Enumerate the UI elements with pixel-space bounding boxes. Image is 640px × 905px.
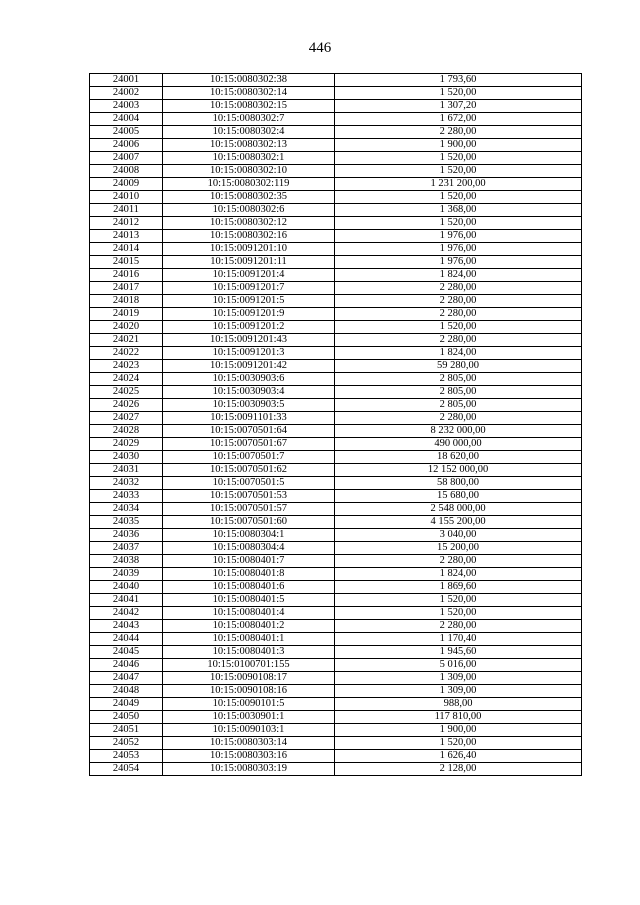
cadastral-number-cell: 10:15:0080302:14 <box>163 87 335 100</box>
table-row <box>90 503 582 516</box>
row-number-cell: 24003 <box>90 100 163 113</box>
cadastral-number-cell: 10:15:0091201:10 <box>163 243 335 256</box>
table-row <box>90 516 582 529</box>
value-cell: 1 368,00 <box>335 204 582 217</box>
table-row <box>90 321 582 334</box>
value-cell: 1 824,00 <box>335 269 582 282</box>
table-row <box>90 620 582 633</box>
cadastral-number-cell: 10:15:0080401:7 <box>163 555 335 568</box>
table-row <box>90 243 582 256</box>
value-cell: 490 000,00 <box>335 438 582 451</box>
value-cell: 1 309,00 <box>335 685 582 698</box>
table-row <box>90 282 582 295</box>
cadastral-number-cell: 10:15:0030901:1 <box>163 711 335 724</box>
row-number-cell: 24052 <box>90 737 163 750</box>
table-row <box>90 529 582 542</box>
row-number-cell: 24030 <box>90 451 163 464</box>
row-number-cell: 24013 <box>90 230 163 243</box>
cadastral-number-cell: 10:15:0090108:17 <box>163 672 335 685</box>
cadastral-number-cell: 10:15:0080303:14 <box>163 737 335 750</box>
cadastral-number-cell: 10:15:0070501:62 <box>163 464 335 477</box>
value-cell: 58 800,00 <box>335 477 582 490</box>
row-number-cell: 24038 <box>90 555 163 568</box>
row-number-cell: 24018 <box>90 295 163 308</box>
cadastral-number-cell: 10:15:0070501:60 <box>163 516 335 529</box>
table-row <box>90 698 582 711</box>
table-row <box>90 360 582 373</box>
row-number-cell: 24040 <box>90 581 163 594</box>
table-row <box>90 542 582 555</box>
table-row <box>90 685 582 698</box>
row-number-cell: 24011 <box>90 204 163 217</box>
table-row <box>90 425 582 438</box>
cadastral-number-cell: 10:15:0091201:3 <box>163 347 335 360</box>
row-number-cell: 24039 <box>90 568 163 581</box>
row-number-cell: 24049 <box>90 698 163 711</box>
cadastral-number-cell: 10:15:0030903:4 <box>163 386 335 399</box>
row-number-cell: 24025 <box>90 386 163 399</box>
table-row <box>90 646 582 659</box>
value-cell: 1 520,00 <box>335 191 582 204</box>
value-cell: 988,00 <box>335 698 582 711</box>
value-cell: 1 900,00 <box>335 724 582 737</box>
table-row <box>90 308 582 321</box>
cadastral-number-cell: 10:15:0080401:4 <box>163 607 335 620</box>
row-number-cell: 24015 <box>90 256 163 269</box>
table-row <box>90 230 582 243</box>
value-cell: 1 520,00 <box>335 152 582 165</box>
cadastral-number-cell: 10:15:0080302:10 <box>163 165 335 178</box>
value-cell: 1 520,00 <box>335 594 582 607</box>
table-row <box>90 100 582 113</box>
row-number-cell: 24026 <box>90 399 163 412</box>
cadastral-number-cell: 10:15:0080302:6 <box>163 204 335 217</box>
cadastral-number-cell: 10:15:0091101:33 <box>163 412 335 425</box>
cadastral-number-cell: 10:15:0070501:53 <box>163 490 335 503</box>
cadastral-number-cell: 10:15:0030903:6 <box>163 373 335 386</box>
row-number-cell: 24051 <box>90 724 163 737</box>
row-number-cell: 24012 <box>90 217 163 230</box>
table-row <box>90 633 582 646</box>
table-row <box>90 451 582 464</box>
row-number-cell: 24045 <box>90 646 163 659</box>
value-cell: 2 128,00 <box>335 763 582 776</box>
cadastral-number-cell: 10:15:0091201:43 <box>163 334 335 347</box>
cadastral-number-cell: 10:15:0080302:7 <box>163 113 335 126</box>
table-row <box>90 607 582 620</box>
table-row <box>90 724 582 737</box>
value-cell: 2 805,00 <box>335 399 582 412</box>
table-row <box>90 191 582 204</box>
cadastral-number-cell: 10:15:0091201:7 <box>163 282 335 295</box>
value-cell: 8 232 000,00 <box>335 425 582 438</box>
value-cell: 1 520,00 <box>335 217 582 230</box>
cadastral-number-cell: 10:15:0080302:15 <box>163 100 335 113</box>
row-number-cell: 24020 <box>90 321 163 334</box>
cadastral-number-cell: 10:15:0070501:7 <box>163 451 335 464</box>
row-number-cell: 24036 <box>90 529 163 542</box>
table-row <box>90 490 582 503</box>
value-cell: 1 170,40 <box>335 633 582 646</box>
row-number-cell: 24006 <box>90 139 163 152</box>
cadastral-number-cell: 10:15:0091201:9 <box>163 308 335 321</box>
value-cell: 1 520,00 <box>335 87 582 100</box>
table-row <box>90 165 582 178</box>
row-number-cell: 24002 <box>90 87 163 100</box>
row-number-cell: 24028 <box>90 425 163 438</box>
cadastral-number-cell: 10:15:0080302:1 <box>163 152 335 165</box>
value-cell: 15 680,00 <box>335 490 582 503</box>
table-row <box>90 204 582 217</box>
table-row <box>90 386 582 399</box>
cadastral-number-cell: 10:15:0080401:3 <box>163 646 335 659</box>
table-row <box>90 139 582 152</box>
value-cell: 1 520,00 <box>335 321 582 334</box>
cadastral-number-cell: 10:15:0080302:38 <box>163 74 335 87</box>
row-number-cell: 24017 <box>90 282 163 295</box>
table-row <box>90 555 582 568</box>
value-cell: 15 200,00 <box>335 542 582 555</box>
value-cell: 1 976,00 <box>335 256 582 269</box>
value-cell: 1 520,00 <box>335 737 582 750</box>
cadastral-number-cell: 10:15:0080302:12 <box>163 217 335 230</box>
cadastral-number-cell: 10:15:0080401:1 <box>163 633 335 646</box>
cadastral-number-cell: 10:15:0100701:155 <box>163 659 335 672</box>
row-number-cell: 24009 <box>90 178 163 191</box>
value-cell: 59 280,00 <box>335 360 582 373</box>
cadastral-number-cell: 10:15:0070501:67 <box>163 438 335 451</box>
row-number-cell: 24029 <box>90 438 163 451</box>
cadastral-number-cell: 10:15:0080304:1 <box>163 529 335 542</box>
value-cell: 1 520,00 <box>335 165 582 178</box>
table-row <box>90 438 582 451</box>
cadastral-number-cell: 10:15:0080302:13 <box>163 139 335 152</box>
value-cell: 1 520,00 <box>335 607 582 620</box>
cadastral-number-cell: 10:15:0080303:16 <box>163 750 335 763</box>
row-number-cell: 24032 <box>90 477 163 490</box>
row-number-cell: 24005 <box>90 126 163 139</box>
table-row <box>90 334 582 347</box>
row-number-cell: 24021 <box>90 334 163 347</box>
cadastral-number-cell: 10:15:0080401:5 <box>163 594 335 607</box>
row-number-cell: 24001 <box>90 74 163 87</box>
table-row <box>90 477 582 490</box>
row-number-cell: 24046 <box>90 659 163 672</box>
value-cell: 2 805,00 <box>335 386 582 399</box>
table-row <box>90 87 582 100</box>
table-row <box>90 256 582 269</box>
row-number-cell: 24007 <box>90 152 163 165</box>
row-number-cell: 24054 <box>90 763 163 776</box>
table-row <box>90 750 582 763</box>
cadastral-number-cell: 10:15:0080302:4 <box>163 126 335 139</box>
cadastral-number-cell: 10:15:0080302:119 <box>163 178 335 191</box>
cadastral-value-table <box>89 73 582 776</box>
value-cell: 18 620,00 <box>335 451 582 464</box>
cadastral-number-cell: 10:15:0080303:19 <box>163 763 335 776</box>
page-number: 446 <box>308 40 332 56</box>
row-number-cell: 24008 <box>90 165 163 178</box>
row-number-cell: 24004 <box>90 113 163 126</box>
cadastral-number-cell: 10:15:0080302:16 <box>163 230 335 243</box>
row-number-cell: 24010 <box>90 191 163 204</box>
row-number-cell: 24053 <box>90 750 163 763</box>
row-number-cell: 24044 <box>90 633 163 646</box>
row-number-cell: 24035 <box>90 516 163 529</box>
table-row <box>90 581 582 594</box>
value-cell: 2 280,00 <box>335 620 582 633</box>
table-row <box>90 113 582 126</box>
row-number-cell: 24037 <box>90 542 163 555</box>
value-cell: 1 976,00 <box>335 243 582 256</box>
row-number-cell: 24023 <box>90 360 163 373</box>
table-row <box>90 217 582 230</box>
value-cell: 2 280,00 <box>335 334 582 347</box>
table-row <box>90 464 582 477</box>
table-row <box>90 178 582 191</box>
row-number-cell: 24022 <box>90 347 163 360</box>
value-cell: 1 309,00 <box>335 672 582 685</box>
value-cell: 1 307,20 <box>335 100 582 113</box>
cadastral-number-cell: 10:15:0080302:35 <box>163 191 335 204</box>
table-row <box>90 399 582 412</box>
cadastral-number-cell: 10:15:0091201:42 <box>163 360 335 373</box>
value-cell: 12 152 000,00 <box>335 464 582 477</box>
table-row <box>90 672 582 685</box>
row-number-cell: 24016 <box>90 269 163 282</box>
cadastral-number-cell: 10:15:0091201:2 <box>163 321 335 334</box>
value-cell: 2 280,00 <box>335 412 582 425</box>
value-cell: 3 040,00 <box>335 529 582 542</box>
row-number-cell: 24034 <box>90 503 163 516</box>
table-row <box>90 295 582 308</box>
table-row <box>90 711 582 724</box>
value-cell: 1 231 200,00 <box>335 178 582 191</box>
table-row <box>90 763 582 776</box>
value-cell: 1 626,40 <box>335 750 582 763</box>
cadastral-number-cell: 10:15:0030903:5 <box>163 399 335 412</box>
value-cell: 117 810,00 <box>335 711 582 724</box>
row-number-cell: 24048 <box>90 685 163 698</box>
row-number-cell: 24047 <box>90 672 163 685</box>
table-row <box>90 594 582 607</box>
cadastral-number-cell: 10:15:0091201:11 <box>163 256 335 269</box>
value-cell: 2 548 000,00 <box>335 503 582 516</box>
value-cell: 2 280,00 <box>335 308 582 321</box>
cadastral-number-cell: 10:15:0080304:4 <box>163 542 335 555</box>
value-cell: 2 280,00 <box>335 282 582 295</box>
row-number-cell: 24031 <box>90 464 163 477</box>
row-number-cell: 24042 <box>90 607 163 620</box>
cadastral-number-cell: 10:15:0091201:4 <box>163 269 335 282</box>
value-cell: 1 824,00 <box>335 568 582 581</box>
value-cell: 1 976,00 <box>335 230 582 243</box>
table-row <box>90 373 582 386</box>
value-cell: 1 945,60 <box>335 646 582 659</box>
row-number-cell: 24033 <box>90 490 163 503</box>
table-row <box>90 347 582 360</box>
table-row <box>90 74 582 87</box>
cadastral-number-cell: 10:15:0090101:5 <box>163 698 335 711</box>
table-row <box>90 269 582 282</box>
row-number-cell: 24019 <box>90 308 163 321</box>
table-row <box>90 568 582 581</box>
value-cell: 2 805,00 <box>335 373 582 386</box>
cadastral-number-cell: 10:15:0091201:5 <box>163 295 335 308</box>
value-cell: 4 155 200,00 <box>335 516 582 529</box>
table-row <box>90 659 582 672</box>
row-number-cell: 24027 <box>90 412 163 425</box>
cadastral-number-cell: 10:15:0080401:8 <box>163 568 335 581</box>
row-number-cell: 24041 <box>90 594 163 607</box>
cadastral-number-cell: 10:15:0090103:1 <box>163 724 335 737</box>
table-row <box>90 152 582 165</box>
table-row <box>90 412 582 425</box>
cadastral-number-cell: 10:15:0090108:16 <box>163 685 335 698</box>
table-body <box>90 74 582 776</box>
value-cell: 2 280,00 <box>335 555 582 568</box>
value-cell: 1 824,00 <box>335 347 582 360</box>
row-number-cell: 24050 <box>90 711 163 724</box>
row-number-cell: 24024 <box>90 373 163 386</box>
value-cell: 1 869,60 <box>335 581 582 594</box>
value-cell: 1 900,00 <box>335 139 582 152</box>
cadastral-number-cell: 10:15:0070501:5 <box>163 477 335 490</box>
value-cell: 2 280,00 <box>335 126 582 139</box>
table-row <box>90 126 582 139</box>
cadastral-number-cell: 10:15:0070501:64 <box>163 425 335 438</box>
table-row <box>90 737 582 750</box>
value-cell: 2 280,00 <box>335 295 582 308</box>
cadastral-number-cell: 10:15:0080401:6 <box>163 581 335 594</box>
value-cell: 1 672,00 <box>335 113 582 126</box>
cadastral-number-cell: 10:15:0070501:57 <box>163 503 335 516</box>
row-number-cell: 24043 <box>90 620 163 633</box>
value-cell: 5 016,00 <box>335 659 582 672</box>
row-number-cell: 24014 <box>90 243 163 256</box>
cadastral-number-cell: 10:15:0080401:2 <box>163 620 335 633</box>
value-cell: 1 793,60 <box>335 74 582 87</box>
